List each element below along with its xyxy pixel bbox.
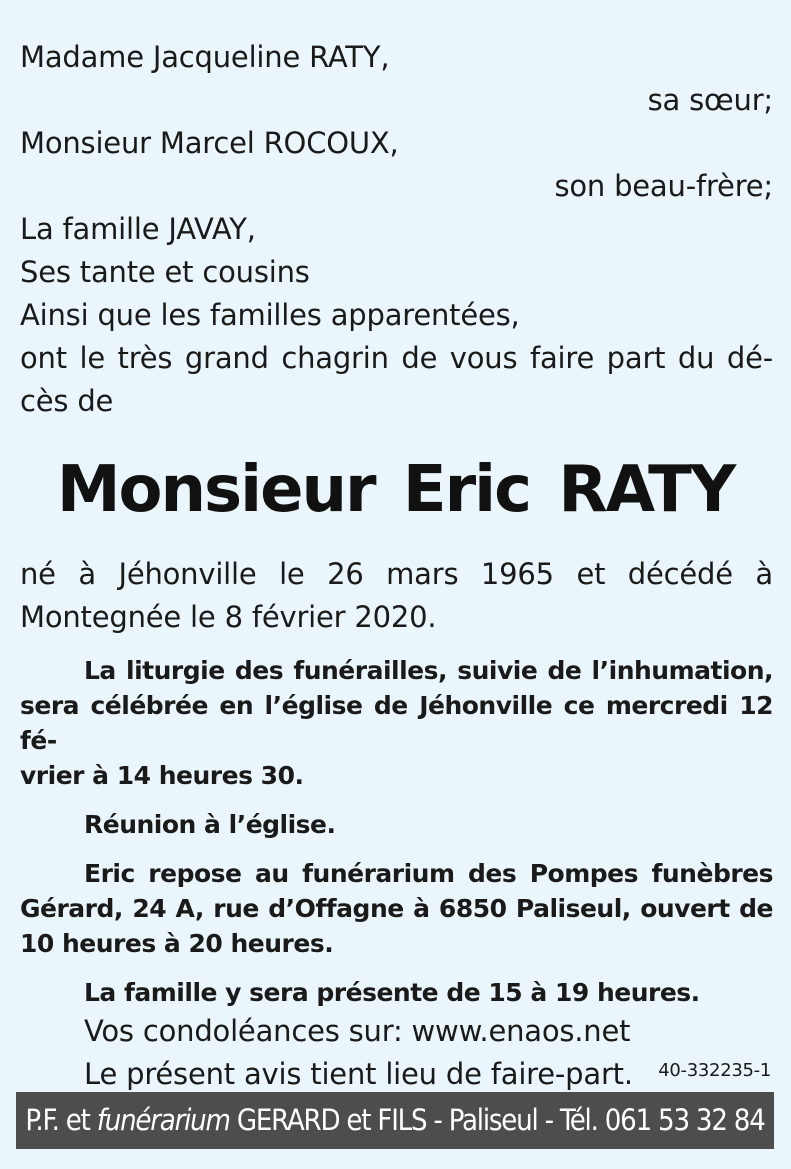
family-line-5: Ainsi que les familles apparentées,	[20, 298, 520, 332]
repose-line-1: Eric repose au funérarium des Pompes funèbres	[84, 859, 773, 888]
footer-italic: funérarium	[96, 1103, 230, 1137]
repose-line-2: Gérard, 24 A, rue d’Offagne à 6850 Paliseul, ouvert de	[20, 894, 773, 923]
repose-paragraph	[20, 856, 773, 961]
ceremony-line-3: vrier à 14 heures 30.	[20, 761, 304, 790]
deceased-name: Monsieur Eric RATY	[56, 453, 735, 527]
ceremony-line-1: La liturgie des funérailles, suivie de l’inhumation,	[84, 656, 773, 685]
ceremony-paragraph	[20, 653, 773, 793]
presence-line: La famille y sera présente de 15 à 19 heures.	[84, 978, 700, 1007]
family-line-4: Ses tante et cousins	[20, 255, 310, 289]
notice-line: Le présent avis tient lieu de faire-part.	[84, 1057, 633, 1091]
family-line-7: cès de	[20, 384, 114, 418]
family-list	[20, 36, 773, 423]
reference-number: 40-332235-1	[658, 1060, 771, 1081]
family-line-2: Monsieur Marcel ROCOUX,	[20, 126, 399, 160]
dates-line-1: né à Jéhonville le 26 mars 1965 et décédé à	[20, 557, 773, 591]
details	[20, 553, 773, 1096]
family-line-3: La famille JAVAY,	[20, 212, 256, 246]
family-line-6: ont le très grand chagrin de vous faire part du dé-	[20, 341, 773, 375]
condolences-line: Vos condoléances sur: www.enaos.net	[84, 1014, 631, 1048]
family-relation-1: sa sœur;	[647, 83, 773, 117]
dates-line-2: Montegnée le 8 février 2020.	[20, 600, 437, 634]
funeral-home-footer	[16, 1092, 774, 1149]
footer-suffix: GERARD et FILS - Paliseul - Tél. 061 53 32 84	[229, 1103, 765, 1137]
repose-line-3: 10 heures à 20 heures.	[20, 929, 334, 958]
meeting-line: Réunion à l’église.	[84, 810, 336, 839]
family-line-1: Madame Jacqueline RATY,	[20, 40, 390, 74]
footer-prefix: P.F. et	[25, 1103, 97, 1137]
ceremony-line-2: sera célébrée en l’église de Jéhonville ce mercredi 12 fé-	[20, 691, 773, 755]
family-relation-2: son beau-frère;	[554, 169, 773, 203]
